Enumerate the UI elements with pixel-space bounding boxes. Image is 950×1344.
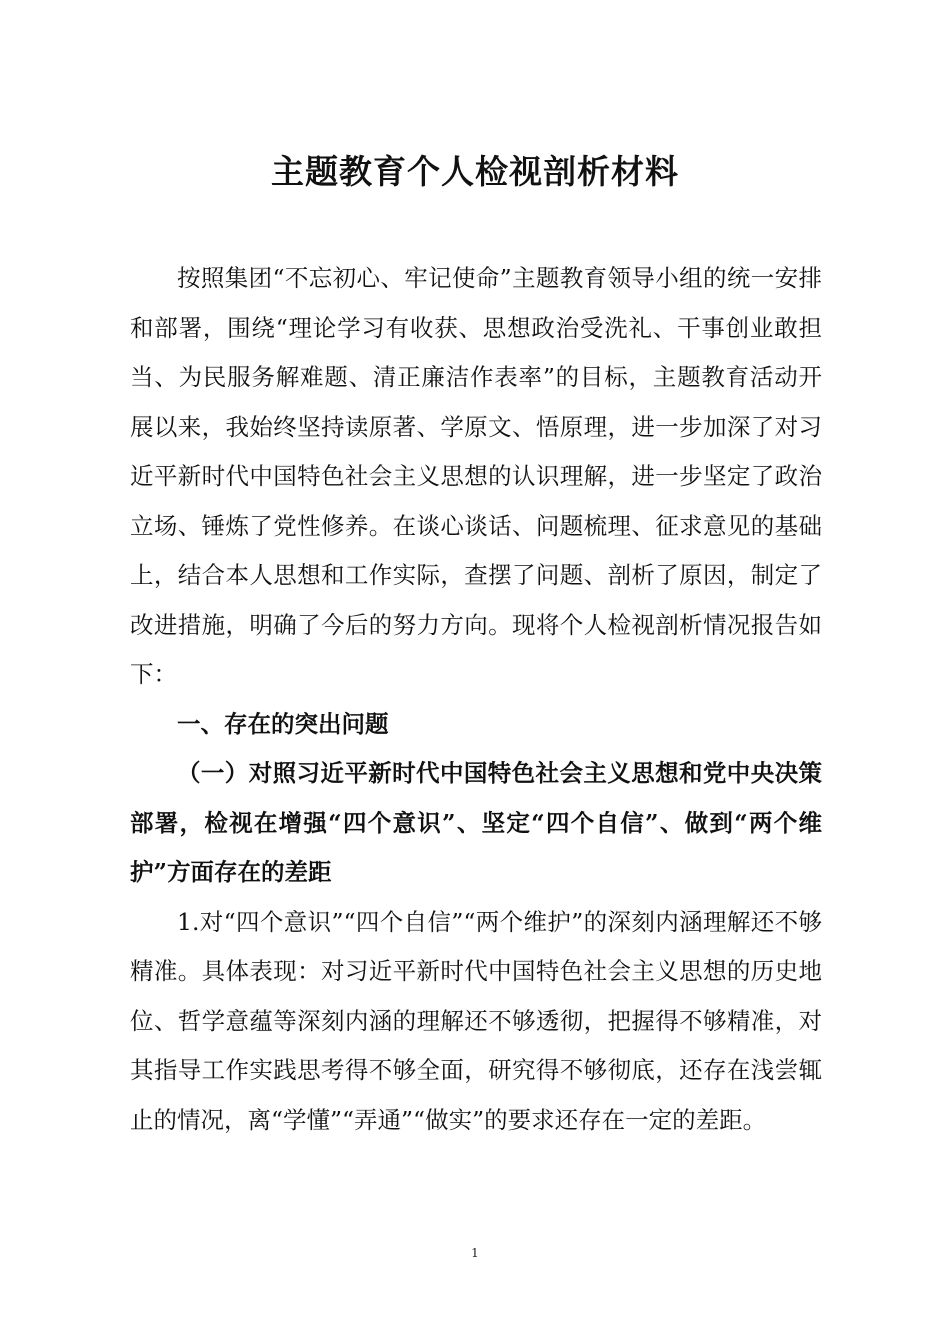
page-number: 1: [471, 1246, 479, 1260]
subsection-heading-1: （一）对照习近平新时代中国特色社会主义思想和党中央决策部署，检视在增强“四个意识”、坚定“四个自信”、做到“两个维护”方面存在的差距: [130, 759, 822, 886]
document-title: 主题教育个人检视剖析材料: [271, 152, 679, 191]
item-1-paragraph: 1.对“四个意识”“四个自信”“两个维护”的深刻内涵理解还不够精准。具体表现：对习近平新时代中国特色社会主义思想的历史地位、哲学意蕴等深刻内涵的理解还不够透彻，把握得不够精准，对其指导工作实践思考得不够全面，研究得不够彻底，还存在浅尝辄止的情况，离“学懂”“弄通”“做实”的要求还存在一定的差距。: [130, 907, 822, 1134]
document-body: [130, 254, 822, 1145]
intro-paragraph: 按照集团“不忘初心、牢记使命”主题教育领导小组的统一安排和部署，围绕“理论学习有收获、思想政治受洗礼、干事创业敢担当、为民服务解难题、清正廉洁作表率”的目标，主题教育活动开展以来，我始终坚持读原著、学原文、悟原理，进一步加深了对习近平新时代中国特色社会主义思想的认识理解，进一步坚定了政治立场、锤炼了党性修养。在谈心谈话、问题梳理、征求意见的基础上，结合本人思想和工作实际，查摆了问题、剖析了原因，制定了改进措施，明确了今后的努力方向。现将个人检视剖析情况报告如下：: [130, 264, 822, 688]
section-heading-problems: 一、存在的突出问题: [177, 709, 389, 738]
